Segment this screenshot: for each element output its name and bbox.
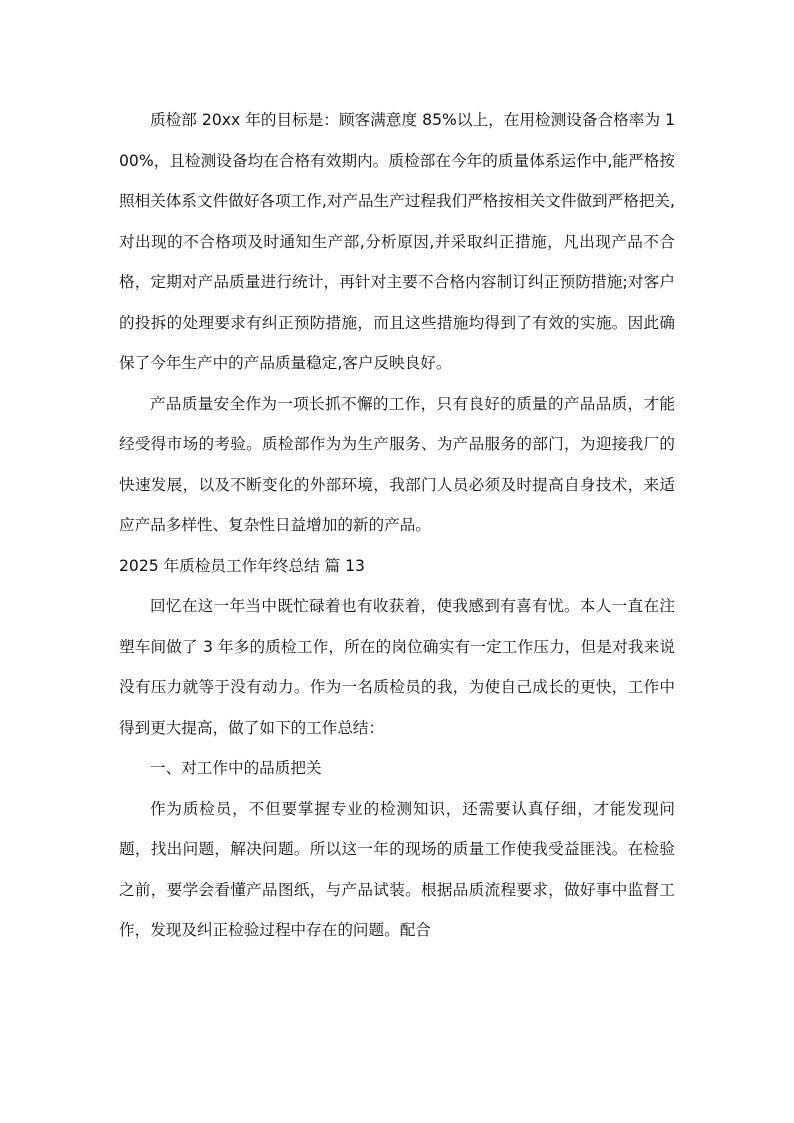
document-page (119, 100, 675, 951)
body-paragraph-2: 产品质量安全作为一项长抓不懈的工作，只有良好的质量的产品品质，才能经受得市场的考验。质检部作为为生产服务、为产品服务的部门，为迎接我厂的快速发展，以及不断变化的外部环境，我部门人员必须及时提高自身技术，来适应产品多样性、复杂性日益增加的新的产品。 (119, 394, 675, 534)
subheading: 一、对工作中的品质把关 (150, 759, 322, 777)
body-paragraph-3: 回忆在这一年当中既忙碌着也有收获着，使我感到有喜有忧。本人一直在注塑车间做了 3 年多的质检工作，所在的岗位确实有一定工作压力，但是对我来说没有压力就等于没有动力。作为一名质检员的我，为使自己成长的更快，工作中得到更大提高，做了如下的工作总结： (119, 597, 675, 737)
body-paragraph-1: 质检部 20xx 年的目标是：顾客满意度 85%以上，在用检测设备合格率为 100%，且检测设备均在合格有效期内。质检部在今年的质量体系运作中,能严格按照相关体系文件做好各项工作,对产品生产过程我们严格按相关文件做到严格把关,对出现的不合格项及时通知生产部,分析原因,并采取纠正措施，凡出现产品不合格，定期对产品质量进行统计，再针对主要不合格内容制订纠正预防措施;对客户的投拆的处理要求有纠正预防措施，而且这些措施均得到了有效的实施。因此确保了今年生产中的产品质量稳定,客户反映良好。 (119, 111, 675, 372)
section-title: 2025 年质检员工作年终总结 篇 13 (119, 556, 365, 575)
body-paragraph-4: 作为质检员，不但要掌握专业的检测知识，还需要认真仔细，才能发现问题，找出问题，解决问题。所以这一年的现场的质量工作使我受益匪浅。在检验之前，要学会看懂产品图纸，与产品试装。根据品质流程要求，做好事中监督工作，发现及纠正检验过程中存在的问题。配合 (119, 799, 675, 939)
